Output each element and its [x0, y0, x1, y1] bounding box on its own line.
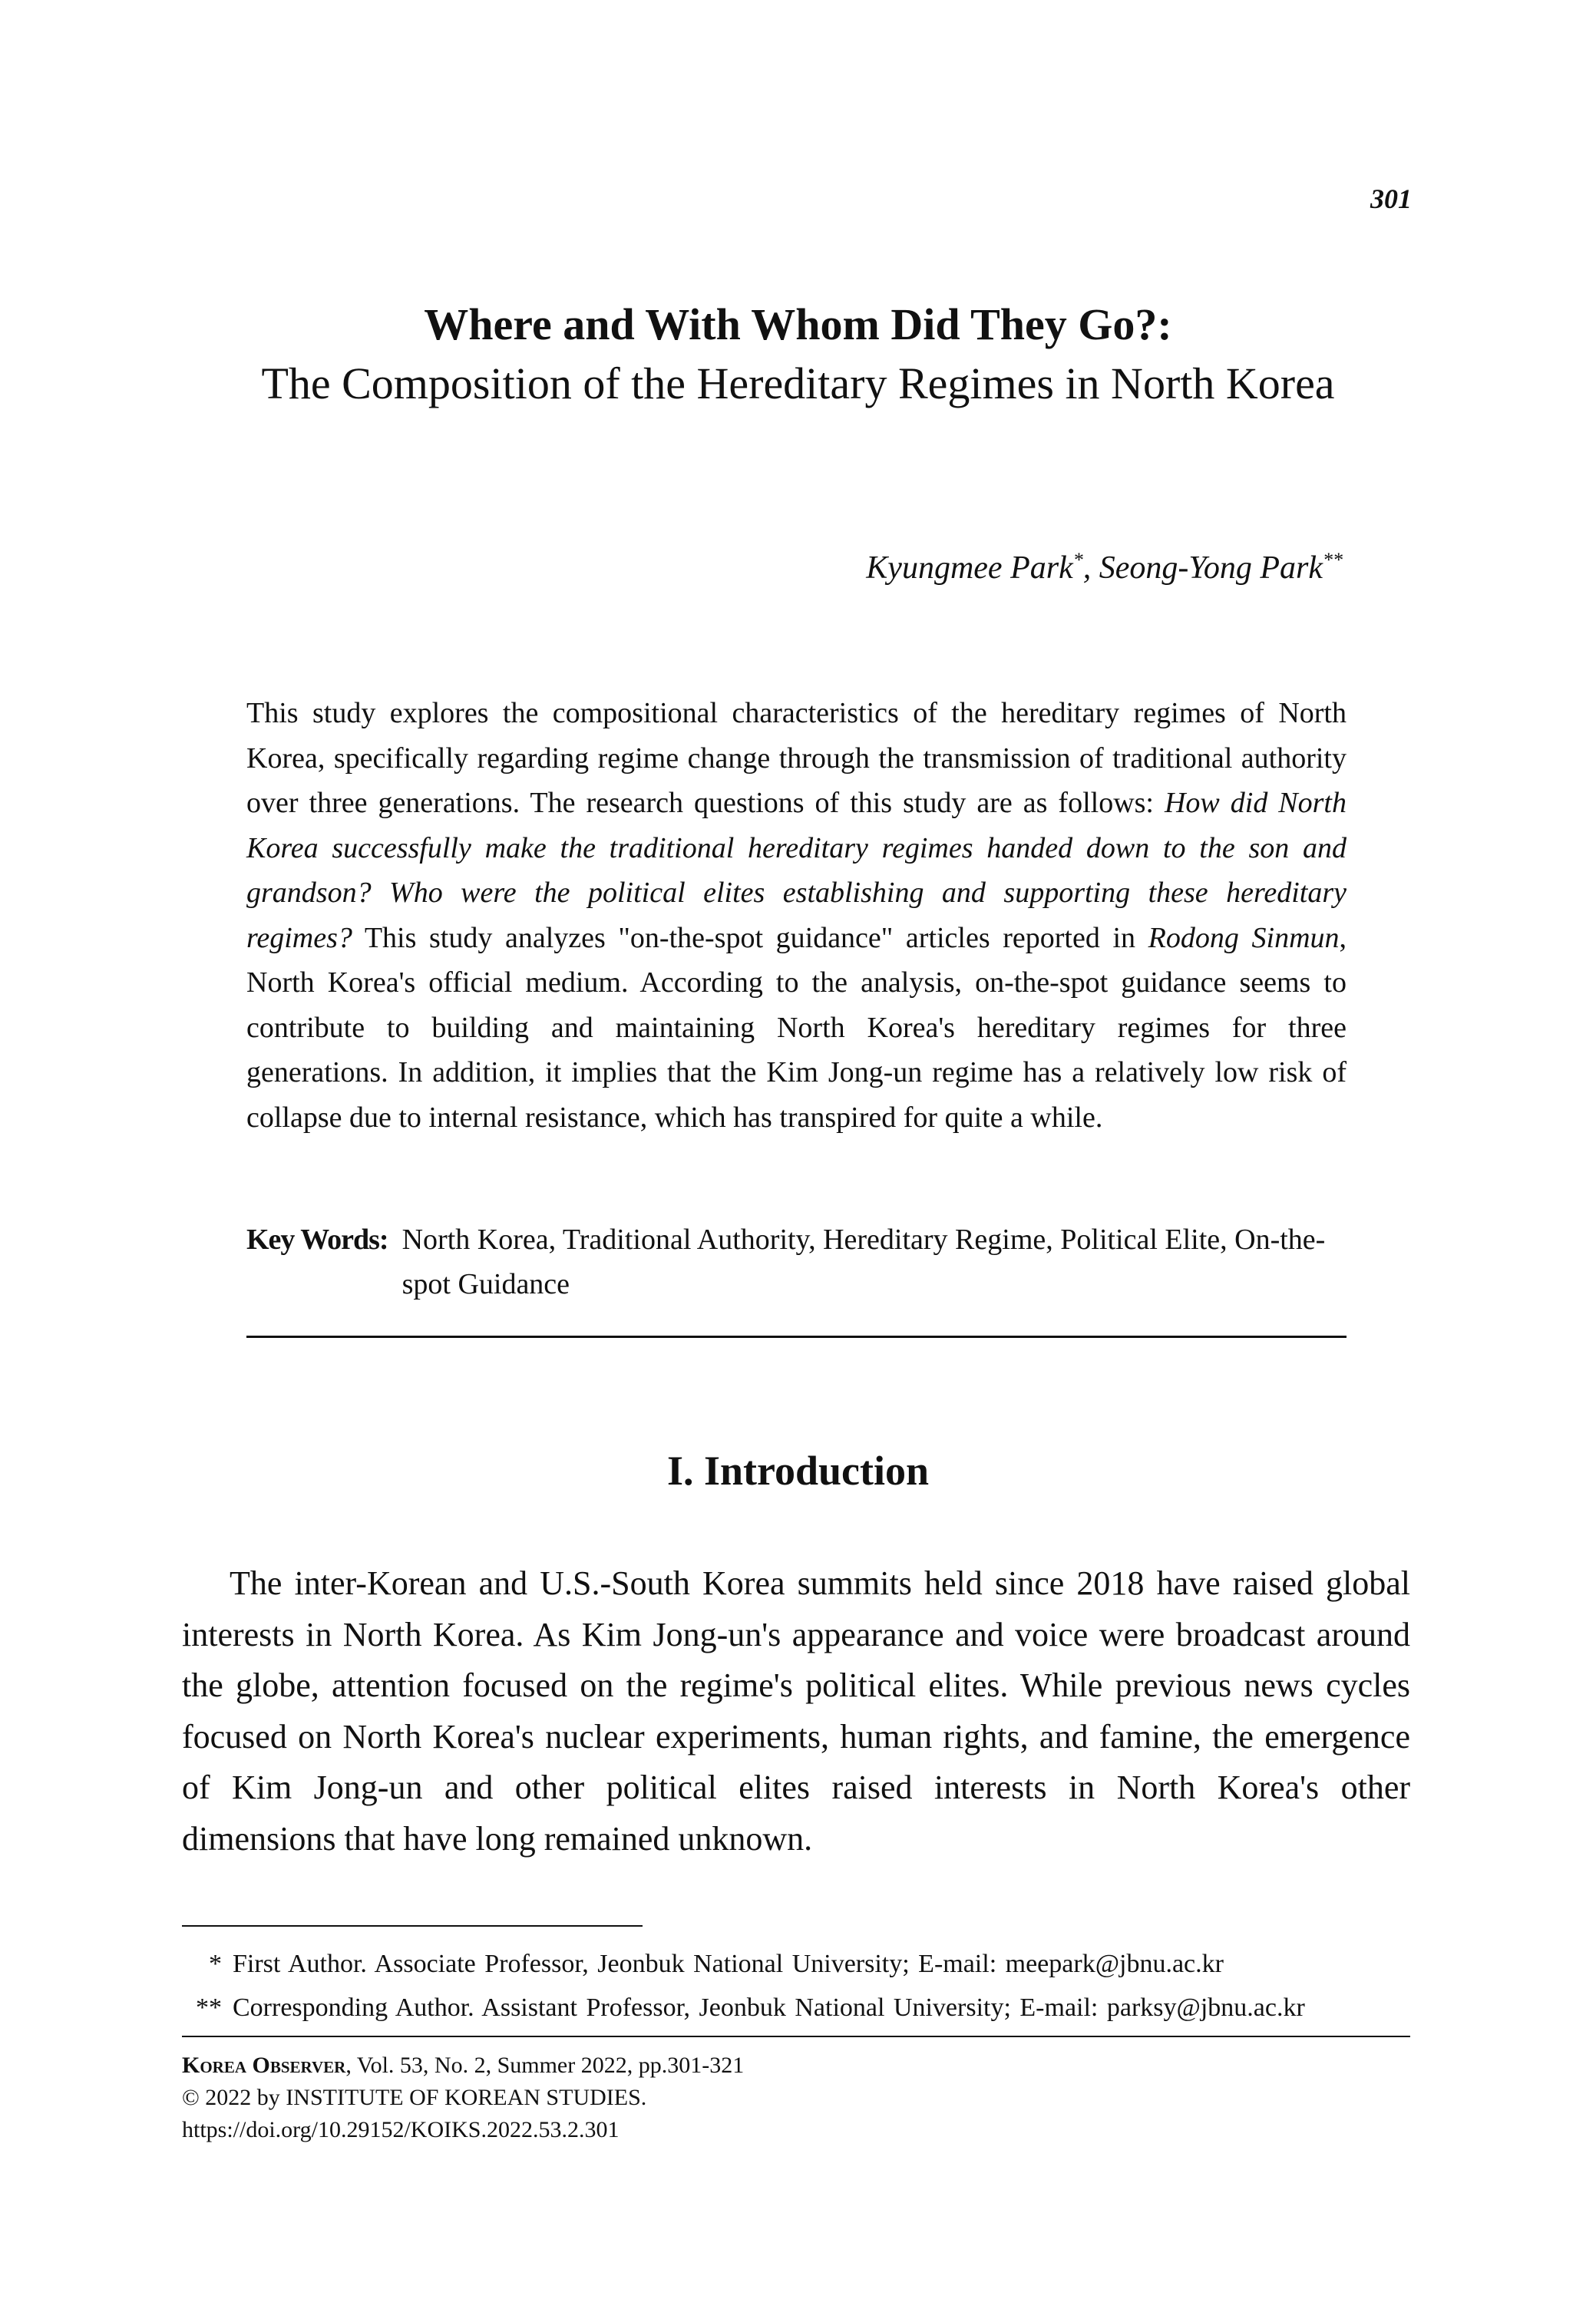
- title-block: [0, 298, 1596, 412]
- introduction-paragraph: The inter-Korean and U.S.-South Korea summits held since 2018 have raised global interests in North Korea. As Kim Jong-un's appearance and voice were broadcast around the globe, attention focused on the regime's political elites. While previous news cycles focused on North Korea's nuclear experiments, human rights, and famine, the emergence of Kim Jong-un and other political elites raised interests in North Korea's other dimensions that have long remained unknown.: [182, 1564, 1410, 1858]
- journal-doi: https://doi.org/10.29152/KOIKS.2022.53.2.301: [182, 2117, 620, 2142]
- keywords-label: Key Words:: [246, 1224, 388, 1256]
- section-heading: I. Introduction: [666, 1448, 930, 1494]
- journal-name: Korea Observer: [182, 2053, 346, 2078]
- abstract-text: [246, 691, 1347, 1140]
- abstract-part-1: This study explores the compositional characteristics of the hereditary regimes of North Korea, specifically regarding regime change through the transmission of traditional authority over three generations. The research questions of this study are as follows:: [246, 697, 1347, 819]
- keywords: [246, 1217, 1347, 1306]
- footnote-1-mark: *: [209, 1950, 222, 1978]
- paper-subtitle: The Composition of the Hereditary Regimes in North Korea: [261, 358, 1335, 408]
- abstract-source: Rodong Sinmun: [1148, 921, 1340, 954]
- footnote-2-text: Corresponding Author. Assistant Professor, Jeonbuk National University; E-mail: parksy@jbnu.ac.kr: [233, 1993, 1305, 2022]
- author-1: Kyungmee Park: [866, 550, 1073, 586]
- footnote-1-text: First Author. Associate Professor, Jeonbuk National University; E-mail: meepark@jbnu.ac.kr: [233, 1950, 1224, 1978]
- abstract-part-2: This study analyzes "on-the-spot guidance" articles reported in: [352, 921, 1148, 954]
- keywords-values: North Korea, Traditional Authority, Hereditary Regime, Political Elite, On-the-spot Guidance: [401, 1224, 1326, 1300]
- keywords-divider: [246, 1336, 1347, 1338]
- author-2-mark: **: [1323, 549, 1343, 571]
- abstract: [246, 691, 1347, 1140]
- journal-citation: [182, 2050, 744, 2082]
- abstract-research-questions: How did North Korea successfully make the traditional hereditary regimes handed down to the son and grandson? Who were the political elites establishing and supporting these hereditary regimes?: [246, 787, 1347, 954]
- author-2: Seong-Yong Park: [1099, 550, 1323, 586]
- abstract-part-3: , North Korea's official medium. According to the analysis, on-the-spot guidance seems to contribute to building and maintaining North Korea's hereditary regimes for three generations. In addition, it implies that the Kim Jong-un regime has a relatively low risk of collapse due to internal resistance, which has transpired for quite a while.: [246, 921, 1347, 1134]
- page-number: 301: [1370, 183, 1412, 214]
- journal-info: [182, 2050, 744, 2146]
- authors: [866, 549, 1343, 586]
- footnote-2-mark: **: [196, 1993, 222, 2022]
- author-separator: ,: [1082, 550, 1099, 586]
- journal-divider: [182, 2036, 1410, 2037]
- paper-title: Where and With Whom Did They Go?:: [424, 299, 1172, 349]
- footnotes: [182, 1942, 1410, 2030]
- footnote-divider: [182, 1925, 643, 1927]
- footnote-2: [182, 1986, 1410, 2030]
- journal-details: , Vol. 53, No. 2, Summer 2022, pp.301-321: [345, 2053, 745, 2078]
- footnote-1: [182, 1942, 1410, 1986]
- journal-copyright: © 2022 by INSTITUTE OF KOREAN STUDIES.: [182, 2085, 647, 2110]
- author-1-mark: *: [1072, 549, 1083, 571]
